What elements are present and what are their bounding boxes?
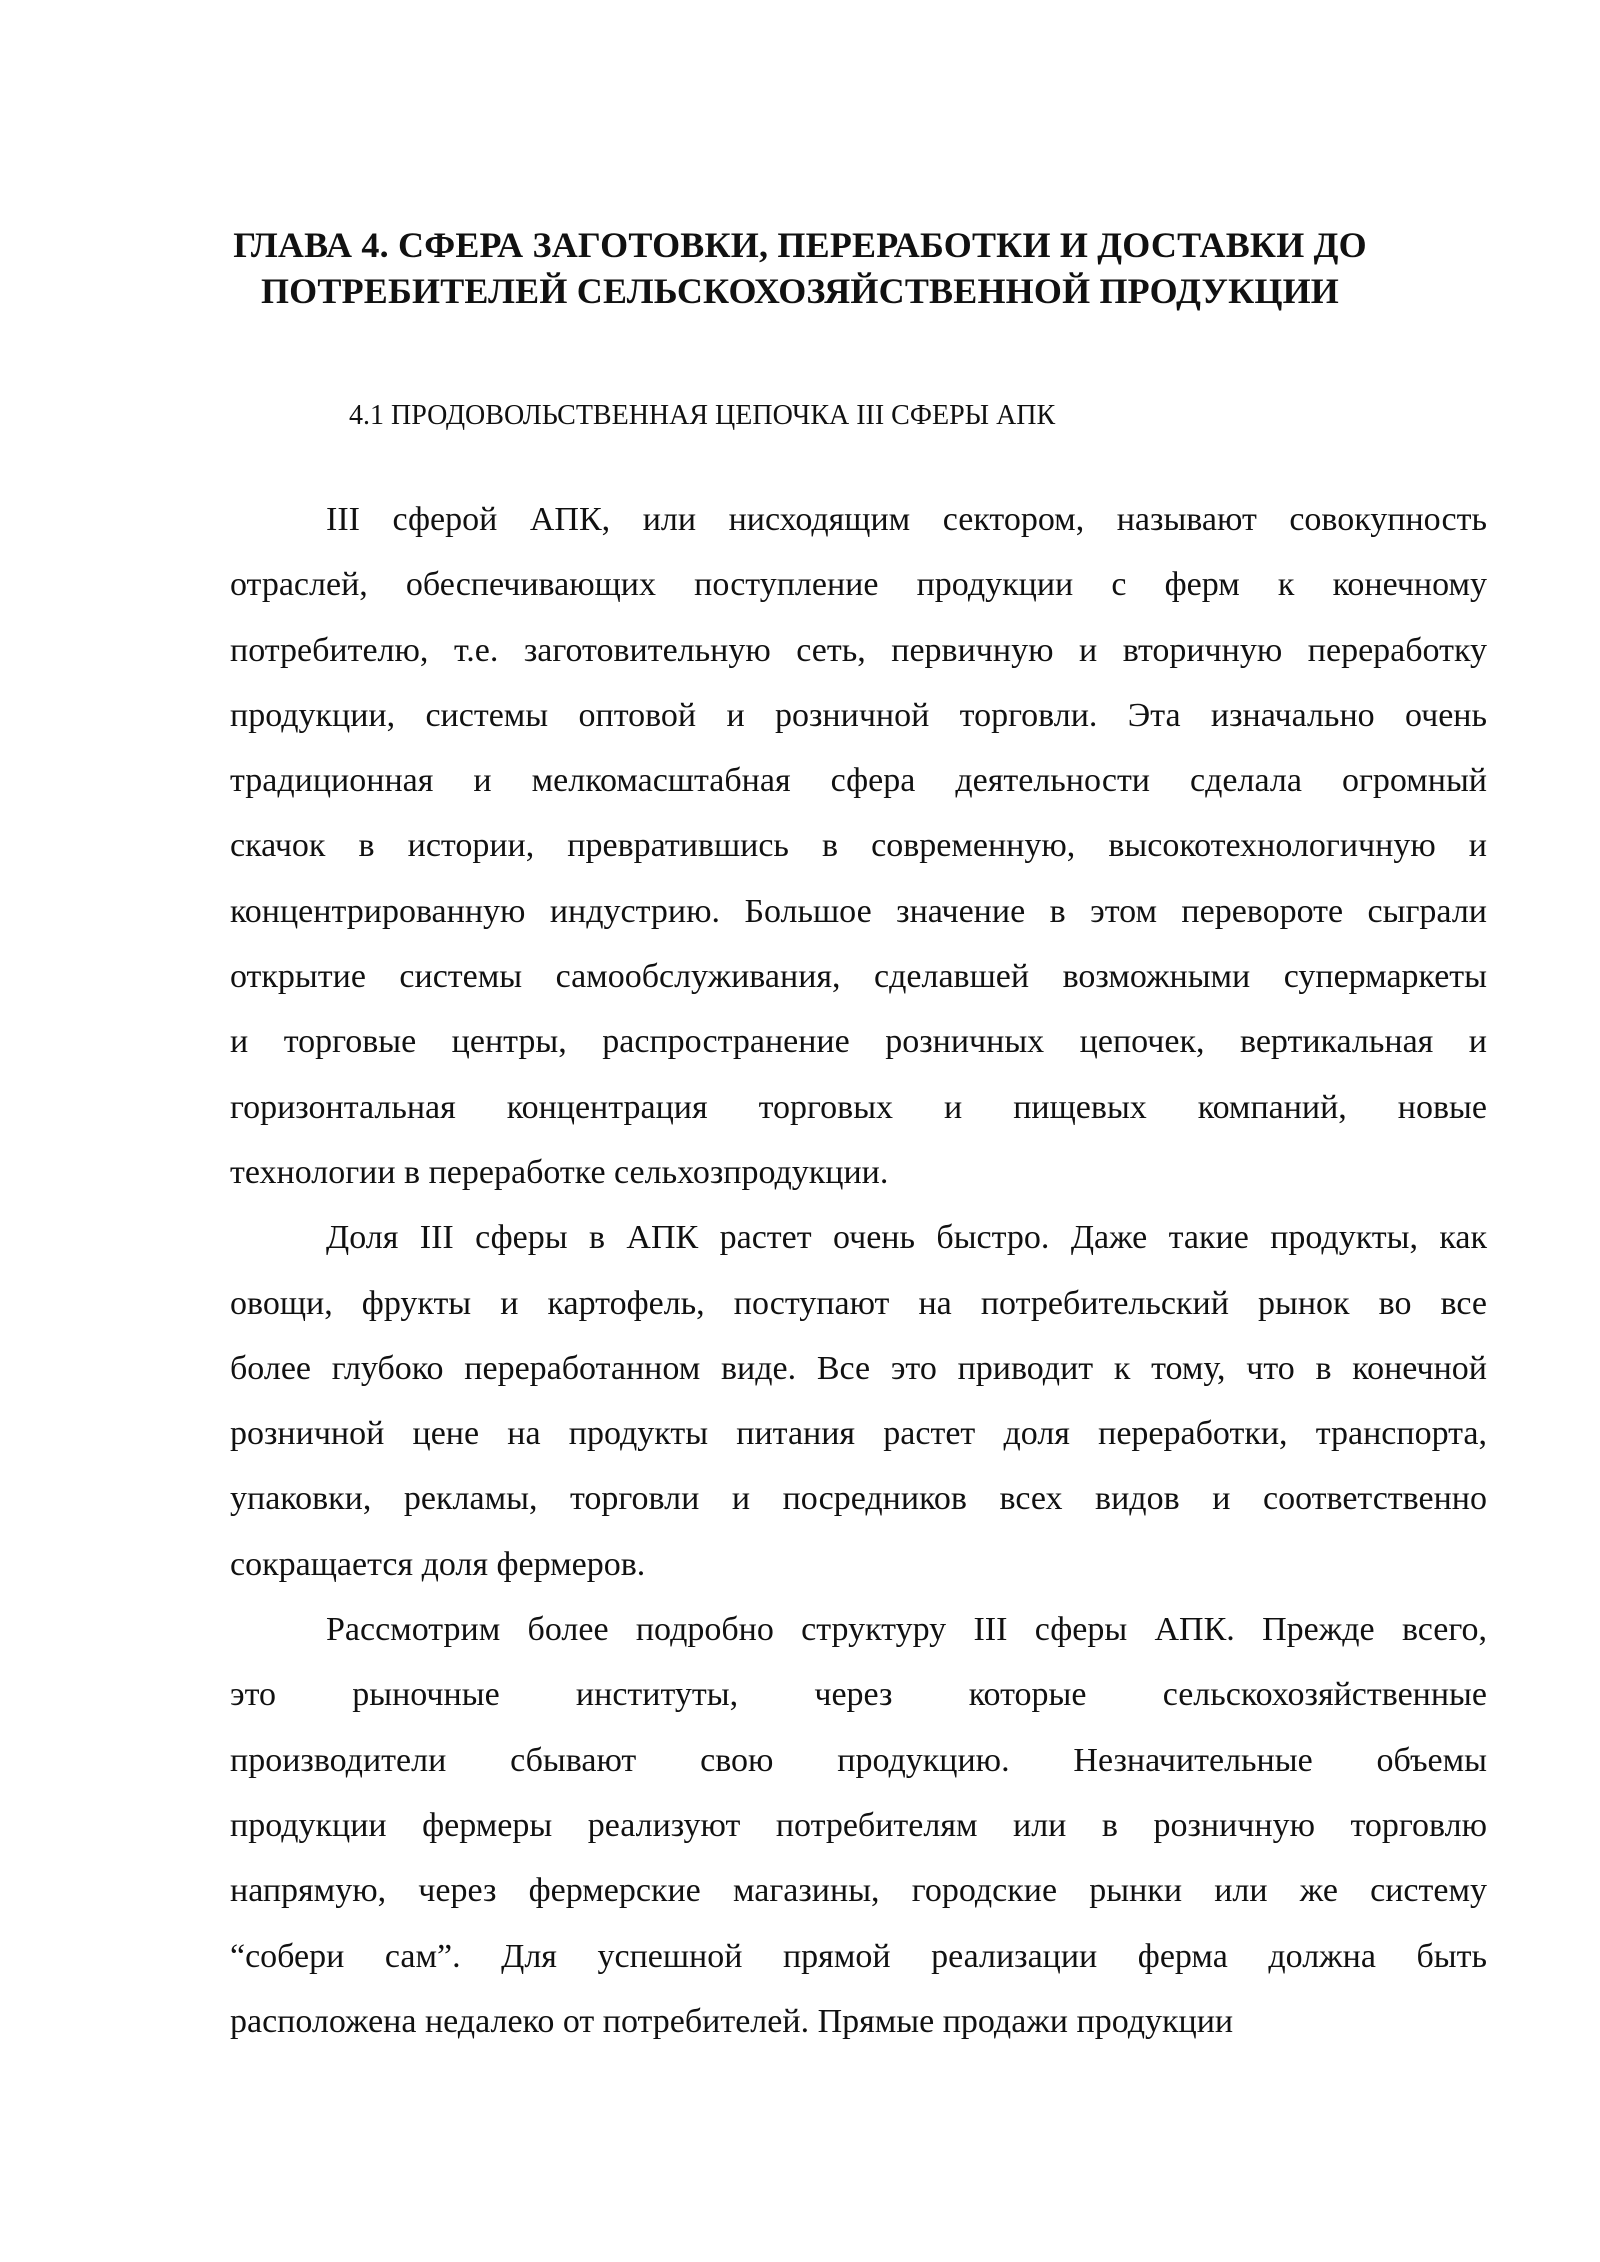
chapter-title (200, 222, 1400, 314)
text-line: напрямую, через фермерские магазины, городские рынки или же систему (230, 1872, 1487, 1910)
text-line: сокращается доля фермеров. (230, 1545, 646, 1583)
text-line: расположена недалеко от потребителей. Прямые продажи продукции (230, 2002, 1234, 2040)
text-line: более глубоко переработанном виде. Все это приводит к тому, что в конечной (230, 1349, 1487, 1387)
text-line: это рыночные институты, через которые сельскохозяйственные (230, 1676, 1487, 1714)
text-line: “собери сам”. Для успешной прямой реализации ферма должна быть (230, 1937, 1487, 1975)
chapter-title-line-2: ПОТРЕБИТЕЛЕЙ СЕЛЬСКОХОЗЯЙСТВЕННОЙ ПРОДУКЦИИ (260, 271, 1340, 311)
paragraph-1 (230, 487, 1487, 1205)
paragraph-3 (230, 1597, 1487, 2054)
paragraph-2 (230, 1205, 1487, 1597)
chapter-title-line-1: ГЛАВА 4. СФЕРА ЗАГОТОВКИ, ПЕРЕРАБОТКИ И ДОСТАВКИ ДО (233, 225, 1367, 265)
text-line: отраслей, обеспечивающих поступление продукции с ферм к конечному (230, 566, 1487, 604)
text-line: розничной цене на продукты питания растет доля переработки, транспорта, (230, 1415, 1487, 1453)
text-line: III сферой АПК, или нисходящим сектором, называют совокупность (326, 501, 1487, 538)
text-line: скачок в истории, превратившись в современную, высокотехнологичную и (230, 827, 1487, 865)
text-line: технологии в переработке сельхозпродукции. (230, 1153, 889, 1191)
body-text (230, 487, 1487, 2054)
text-line: и торговые центры, распространение розничных цепочек, вертикальная и (230, 1023, 1487, 1061)
text-line: концентрированную индустрию. Большое значение в этом перевороте сыграли (230, 892, 1487, 930)
text-line: упаковки, рекламы, торговли и посредников всех видов и соответственно (230, 1480, 1487, 1518)
text-line: продукции, системы оптовой и розничной торговли. Эта изначально очень (230, 696, 1487, 734)
text-line: овощи, фрукты и картофель, поступают на потребительский рынок во все (230, 1284, 1487, 1322)
section-heading: 4.1 ПРОДОВОЛЬСТВЕННАЯ ЦЕПОЧКА III СФЕРЫ АПК (349, 400, 1056, 431)
text-line: открытие системы самообслуживания, сделавшей возможными супермаркеты (230, 958, 1487, 996)
text-line: потребителю, т.е. заготовительную сеть, первичную и вторичную переработку (230, 631, 1487, 669)
text-line: продукции фермеры реализуют потребителям или в розничную торговлю (230, 1806, 1487, 1844)
text-line: Доля III сферы в АПК растет очень быстро. Даже такие продукты, как (326, 1219, 1487, 1257)
text-line: горизонтальная концентрация торговых и пищевых компаний, новые (230, 1088, 1487, 1126)
text-line: Рассмотрим более подробно структуру III сферы АПК. Прежде всего, (326, 1611, 1487, 1649)
text-line: производители сбывают свою продукцию. Незначительные объемы (230, 1741, 1487, 1779)
text-line: традиционная и мелкомасштабная сфера деятельности сделала огромный (230, 762, 1487, 800)
